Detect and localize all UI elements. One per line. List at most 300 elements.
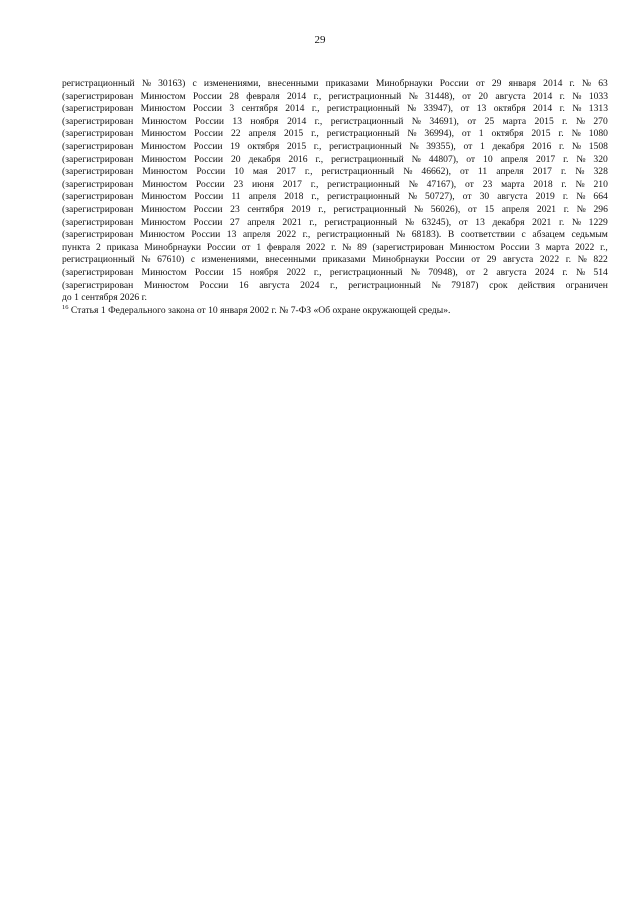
footnote-15-word: г., bbox=[309, 216, 317, 228]
footnote-15-word: (зарегистрирован bbox=[62, 191, 134, 203]
footnote-15-word: 89 bbox=[357, 241, 367, 253]
footnote-15-word: 15 bbox=[484, 203, 495, 215]
footnote-15-word: апреля bbox=[501, 203, 530, 215]
footnote-15-word: 2024 bbox=[300, 279, 320, 291]
footnote-15-word: 34691), bbox=[429, 115, 459, 127]
footnote-15-word: № bbox=[409, 140, 419, 152]
footnote-15-word: Минюстом bbox=[142, 178, 188, 190]
footnote-15-word: 23 bbox=[482, 178, 493, 190]
footnote-15-word: Минюстом bbox=[140, 90, 186, 102]
footnote-15-word: 46662), bbox=[421, 166, 451, 178]
footnote-15-word: марта bbox=[502, 115, 527, 127]
footnote-15-line bbox=[62, 103, 608, 116]
footnote-15-word: г. bbox=[563, 153, 569, 165]
footnote-15-word: (зарегистрирован bbox=[62, 203, 134, 215]
footnote-15-word: 2014 bbox=[533, 90, 553, 102]
footnote-15-word: № bbox=[571, 216, 582, 228]
footnote-15-word: 30 bbox=[479, 191, 490, 203]
footnote-15-word: 44807), bbox=[428, 153, 459, 165]
footnote-15-word: России bbox=[435, 254, 465, 266]
footnote-15-word: России bbox=[191, 229, 221, 241]
footnote-15-word: октября bbox=[493, 103, 526, 115]
footnote-15-word: регистрационный bbox=[330, 115, 404, 127]
footnote-15-word: 13 bbox=[232, 115, 242, 127]
footnote-15-word: до 1 сентября 2026 г. bbox=[62, 292, 147, 304]
footnote-15-word: г. bbox=[561, 178, 567, 190]
footnote-15-word: изменениями, bbox=[201, 254, 259, 266]
footnote-15-word: апреля bbox=[500, 153, 529, 165]
footnote-15-word: 2015 bbox=[534, 115, 554, 127]
footnote-15-word: регистрационный bbox=[321, 166, 395, 178]
footnote-15-word: регистрационный bbox=[326, 128, 400, 140]
footnote-15-word: от bbox=[461, 128, 471, 140]
footnote-15-word: России bbox=[193, 203, 223, 215]
footnote-15-word: 29 bbox=[491, 78, 502, 89]
footnote-15-word: 11 bbox=[231, 191, 241, 203]
footnote-15-word: Минобрнауки bbox=[144, 241, 202, 253]
footnote-15-word: декабря bbox=[492, 140, 525, 152]
footnote-15-line bbox=[62, 116, 608, 129]
footnote-15-word: 320 bbox=[593, 153, 608, 165]
footnote-15-word: № bbox=[571, 128, 581, 140]
footnote-15-word: 1 bbox=[256, 241, 262, 253]
footnote-15-word: от bbox=[467, 203, 477, 215]
footnote-15-word: Минобрнауки bbox=[372, 254, 430, 266]
footnote-15-word: № bbox=[396, 229, 406, 241]
footnote-15-word: г., bbox=[313, 90, 322, 102]
footnote-15-word: октября bbox=[491, 128, 524, 140]
footnote-15-word: 328 bbox=[593, 166, 608, 178]
footnote-15-word: 19 bbox=[230, 140, 240, 152]
footnote-15-word: № bbox=[575, 266, 586, 278]
page-number: 29 bbox=[314, 34, 326, 46]
footnote-15-word: (зарегистрирован bbox=[62, 90, 134, 102]
footnote-15-word: от bbox=[241, 241, 251, 253]
footnote-15-word: 10 bbox=[483, 153, 493, 165]
footnote-15-word: 2022 bbox=[286, 266, 306, 278]
footnote-15-word: 2022 bbox=[575, 241, 595, 253]
footnote-15-word: 3 bbox=[229, 103, 235, 115]
footnote-15-word: пункта bbox=[62, 241, 91, 253]
footnote-15-word: (зарегистрирован bbox=[62, 103, 134, 115]
footnote-15-word: № bbox=[406, 103, 417, 115]
footnote-15-word: февраля bbox=[246, 90, 280, 102]
footnote-15-word: регистрационный bbox=[331, 153, 404, 165]
footnote-15-word: ограничен bbox=[565, 279, 608, 291]
footnote-15-word: г. bbox=[563, 203, 569, 215]
footnote-15-word: г. bbox=[560, 166, 567, 178]
footnote-15-word: регистрационный bbox=[329, 266, 403, 278]
footnote-15-word: № bbox=[342, 241, 352, 253]
footnote-15-word: августа bbox=[259, 279, 290, 291]
footnote-15-word: 23 bbox=[233, 178, 244, 190]
footnote-15-word: России bbox=[194, 191, 224, 203]
footnote-15-word: 2016 bbox=[288, 153, 308, 165]
footnote-15-word: внесенными bbox=[267, 78, 319, 89]
footnote-15-word: г. bbox=[559, 103, 565, 115]
footnote-15-word: № bbox=[407, 191, 417, 203]
footnote-15-word: г. bbox=[569, 78, 575, 89]
footnote-15-word: № bbox=[575, 178, 585, 190]
footnote-15-word: России bbox=[194, 128, 224, 140]
footnote-15-word: России bbox=[193, 103, 222, 115]
footnote-15-word: от bbox=[466, 266, 475, 278]
footnote-15-word: регистрационный bbox=[62, 78, 135, 89]
footnote-15-word: г., bbox=[600, 241, 608, 253]
footnote-15-word: № bbox=[571, 140, 582, 152]
footnote-15-word: Минюстом bbox=[140, 216, 186, 228]
footnote-15-word: г. bbox=[558, 216, 565, 228]
footnote-15-word: 514 bbox=[593, 266, 608, 278]
footnote-15-word: 28 bbox=[229, 90, 239, 102]
footnote-15-word: августа bbox=[495, 90, 526, 102]
footnote-15-word: 68183). bbox=[411, 229, 442, 241]
footnote-15-word: 2024 bbox=[534, 266, 555, 278]
footnote-15-word: регистрационный bbox=[327, 191, 400, 203]
footnote-15-word: 13 bbox=[475, 216, 485, 228]
footnote-15-word: России bbox=[193, 140, 223, 152]
footnote-16 bbox=[62, 305, 608, 318]
footnote-15-word: действия bbox=[518, 279, 556, 291]
footnote-15-word: 50727), bbox=[425, 191, 455, 203]
footnote-15-word: регистрационный bbox=[327, 178, 400, 190]
footnote-15-word: апреля bbox=[242, 229, 271, 241]
footnote-15-word: 2017 bbox=[532, 166, 552, 178]
footnote-15-word: декабря bbox=[492, 216, 525, 228]
footnote-15-line bbox=[62, 292, 608, 305]
footnotes bbox=[62, 78, 608, 317]
footnote-15-word: Минюстом bbox=[141, 128, 187, 140]
footnote-15-word: г., bbox=[329, 279, 338, 291]
footnote-15-word: регистрационный bbox=[326, 103, 400, 115]
footnote-15-word: г., bbox=[315, 153, 324, 165]
footnote-15-line bbox=[62, 191, 608, 204]
footnote-15-word: 2022 bbox=[276, 229, 297, 241]
footnote-15-word: изменениями, bbox=[203, 78, 261, 89]
footnote-15-word: от bbox=[471, 254, 481, 266]
footnote-15-word: 10 bbox=[234, 166, 244, 178]
footnote-15-word: октября bbox=[247, 140, 280, 152]
footnote-15-word: 11 bbox=[477, 166, 488, 178]
footnote-15-word: № bbox=[576, 191, 586, 203]
footnote-15-word: (зарегистрирован bbox=[62, 229, 134, 241]
footnote-15-word: России bbox=[196, 166, 226, 178]
footnote-15-word: января bbox=[508, 78, 537, 89]
footnote-15-word: № bbox=[141, 78, 151, 89]
footnote-15-word: В bbox=[447, 229, 455, 241]
footnote-15-word: № bbox=[404, 216, 414, 228]
footnote-15-line bbox=[62, 78, 608, 91]
footnote-15-line bbox=[62, 204, 608, 217]
footnote-15-word: № bbox=[408, 178, 418, 190]
footnote-15-word: от bbox=[466, 153, 476, 165]
footnote-15-word: России bbox=[194, 153, 224, 165]
footnote-15-line bbox=[62, 217, 608, 230]
footnote-15-word: 2017 bbox=[276, 166, 296, 178]
footnote-15-word: регистрационный bbox=[333, 203, 407, 215]
footnote-15-word: 2014 bbox=[287, 90, 307, 102]
footnote-15-word: 210 bbox=[593, 178, 608, 190]
footnote-15-word: г., bbox=[311, 191, 320, 203]
footnote-15-word: 2021 bbox=[536, 203, 557, 215]
footnote-15-word: срок bbox=[489, 279, 508, 291]
footnote-15-word: 2022 bbox=[306, 241, 326, 253]
footnote-15-word: Минюстом bbox=[141, 266, 187, 278]
footnote-15-word: 2015 bbox=[286, 140, 307, 152]
footnote-15-word: г., bbox=[311, 103, 320, 115]
footnote-15-line bbox=[62, 242, 608, 255]
footnote-15-word: 2021 bbox=[532, 216, 552, 228]
footnote-15-word: ноября bbox=[249, 266, 279, 278]
footnote-15-word: августа bbox=[502, 254, 534, 266]
footnote-15-word: февраля bbox=[266, 241, 301, 253]
footnote-15-word: г. bbox=[565, 254, 571, 266]
footnote-15-word: 2019 bbox=[291, 203, 311, 215]
footnote-15-word: 30163) bbox=[158, 78, 186, 89]
footnote-15-line bbox=[62, 280, 608, 293]
footnote-15-word: (зарегистрирован bbox=[62, 279, 134, 291]
footnote-15-word: Минюстом bbox=[141, 115, 187, 127]
footnote-15-line bbox=[62, 141, 608, 154]
footnote-15-word: г. bbox=[331, 241, 337, 253]
footnote-15-word: Минюстом bbox=[449, 241, 495, 253]
footnote-15-word: 20 bbox=[230, 153, 241, 165]
footnote-15-word: регистрационный bbox=[316, 229, 390, 241]
footnote-15-word: 15 bbox=[232, 266, 242, 278]
footnote-15-word: № bbox=[572, 90, 582, 102]
footnote-15-word: 2014 bbox=[533, 103, 553, 115]
footnote-15-word: 23 bbox=[230, 203, 240, 215]
footnote-15-word: России bbox=[195, 178, 225, 190]
footnote-15-word: г., bbox=[311, 128, 319, 140]
footnote-15-word: 270 bbox=[593, 115, 608, 127]
footnote-15-word: 2014 bbox=[285, 103, 305, 115]
footnote-15-word: от bbox=[460, 166, 469, 178]
footnote-15-word: г. bbox=[562, 115, 568, 127]
footnote-15-word: России bbox=[500, 241, 530, 253]
footnote-15-word: регистрационный bbox=[348, 279, 421, 291]
footnote-15-word: № bbox=[431, 279, 441, 291]
footnote-15-word: от bbox=[463, 140, 473, 152]
footnote-15-word: № bbox=[410, 266, 420, 278]
footnote-15-word: 1 bbox=[478, 128, 484, 140]
footnote-15-word: № bbox=[403, 166, 413, 178]
footnote-15-word: 2022 bbox=[539, 254, 560, 266]
footnote-15-word: приказами bbox=[325, 78, 369, 89]
footnote-15-word: 27 bbox=[230, 216, 240, 228]
footnote-15-word: 2019 bbox=[535, 191, 555, 203]
footnote-15-word: 2017 bbox=[536, 153, 556, 165]
footnote-15-word: 79187) bbox=[451, 279, 479, 291]
footnote-15-word: с bbox=[192, 78, 197, 89]
footnote-15-word: Минюстом bbox=[140, 140, 186, 152]
footnote-15-word: внесенными bbox=[265, 254, 316, 266]
footnote-15-word: 1033 bbox=[588, 90, 608, 102]
footnote-15-word: России bbox=[195, 115, 224, 127]
footnote-15-word: России bbox=[439, 78, 469, 89]
footnote-15-word: России bbox=[193, 90, 222, 102]
footnote-15-word: (зарегистрирован bbox=[62, 178, 134, 190]
footnote-15-word: (зарегистрирован bbox=[62, 128, 134, 140]
footnote-15-word: 296 bbox=[593, 203, 608, 215]
footnote-15-word: регистрационный bbox=[328, 90, 402, 102]
footnote-15-word: (зарегистрирован bbox=[62, 216, 134, 228]
footnote-15-word: 2021 bbox=[282, 216, 302, 228]
footnote-15-word: Минюстом bbox=[141, 191, 187, 203]
footnote-15-word: России bbox=[193, 216, 223, 228]
footnote-15-word: 20 bbox=[478, 90, 488, 102]
footnote-15-word: № bbox=[576, 203, 586, 215]
footnote-15-word: декабря bbox=[248, 153, 281, 165]
footnote-15-word: от bbox=[475, 78, 485, 89]
footnote-15-word: (зарегистрирован bbox=[372, 241, 444, 253]
footnote-15-word: Минюстом bbox=[141, 153, 187, 165]
footnote-16-marker: 16 bbox=[62, 303, 69, 311]
footnote-15-word: 31448), bbox=[425, 90, 455, 102]
footnote-15-word: № bbox=[411, 115, 421, 127]
footnote-15-word: соответствии bbox=[460, 229, 516, 241]
footnote-15-line bbox=[62, 91, 608, 104]
footnote-15-word: № bbox=[411, 153, 421, 165]
footnote-15-word: России bbox=[194, 266, 224, 278]
footnote-15-word: 2015 bbox=[531, 128, 551, 140]
footnote-15-word: 2018 bbox=[533, 178, 553, 190]
footnote-15-word: (зарегистрирован bbox=[62, 153, 134, 165]
footnote-15-word: (зарегистрирован bbox=[62, 266, 134, 278]
footnote-15-word: мая bbox=[252, 166, 268, 178]
footnote-15-word: г., bbox=[304, 166, 313, 178]
footnote-15-word: регистрационный bbox=[329, 140, 402, 152]
footnote-15-word: абзацем bbox=[532, 229, 565, 241]
footnote-15-word: 2016 bbox=[532, 140, 552, 152]
footnote-15-word: регистрационный bbox=[62, 254, 135, 266]
footnote-15-word: 36994), bbox=[424, 128, 454, 140]
footnote-15-word: г., bbox=[313, 266, 322, 278]
footnote-15-word: 822 bbox=[593, 254, 608, 266]
footnote-15-word: г. bbox=[562, 266, 568, 278]
footnote-15-word: г., bbox=[302, 229, 311, 241]
footnote-15-word: 67610) bbox=[157, 254, 185, 266]
footnote-15-word: № bbox=[576, 153, 586, 165]
footnote-15-word: № bbox=[572, 103, 582, 115]
footnote-15-word: г., bbox=[313, 140, 322, 152]
footnote-15-word: 25 bbox=[484, 115, 495, 127]
footnote-15-line bbox=[62, 179, 608, 192]
footnote-15-word: 39355), bbox=[426, 140, 456, 152]
footnote-15-word: 1508 bbox=[588, 140, 608, 152]
footnote-15-word: сентября bbox=[247, 203, 284, 215]
footnote-15-word: 2015 bbox=[283, 128, 304, 140]
footnote-15-word: седьмым bbox=[571, 229, 608, 241]
footnote-15-word: апреля bbox=[248, 128, 277, 140]
footnote-15-word: Минюстом bbox=[140, 103, 186, 115]
footnote-15-word: с bbox=[190, 254, 196, 266]
footnote-15-line bbox=[62, 154, 608, 167]
footnote-15-word: № bbox=[581, 78, 592, 89]
footnote-15-word: от bbox=[462, 90, 471, 102]
footnote-15-word: г., bbox=[314, 115, 323, 127]
footnote-15-word: 13 bbox=[226, 229, 237, 241]
footnote-15-word: 2014 bbox=[287, 115, 307, 127]
footnote-15-word: г. bbox=[558, 128, 564, 140]
footnote-15-word: Минюстом bbox=[142, 166, 188, 178]
footnote-15-word: г. bbox=[559, 90, 565, 102]
footnote-15-word: ноября bbox=[250, 115, 279, 127]
footnote-15-word: № bbox=[575, 115, 585, 127]
footnote-15-word: марта bbox=[501, 178, 525, 190]
footnote-15-word: № bbox=[408, 90, 418, 102]
footnote-15-line bbox=[62, 166, 608, 179]
footnote-15-word: 1 bbox=[480, 140, 485, 152]
footnote-15-word: г. bbox=[558, 140, 565, 152]
footnote-15-word: июня bbox=[252, 178, 274, 190]
footnote-16-text: Статья 1 Федерального закона от 10 января 2002 г. № 7-ФЗ «Об охране окружающей среды». bbox=[68, 304, 451, 316]
footnote-15-word: апреля bbox=[496, 166, 524, 178]
footnote-15-word: № bbox=[141, 254, 151, 266]
footnote-15-word: 70948), bbox=[428, 266, 458, 278]
footnote-15-line bbox=[62, 128, 608, 141]
footnote-15-word: 2017 bbox=[282, 178, 302, 190]
footnote-15-word: 2 bbox=[95, 241, 101, 253]
footnote-15-word: приказами bbox=[322, 254, 366, 266]
footnote-15-word: 1313 bbox=[588, 103, 608, 115]
footnote-15-word: (зарегистрирован bbox=[62, 115, 134, 127]
footnote-15-line bbox=[62, 254, 608, 267]
footnote-15-word: Минюстом bbox=[140, 203, 186, 215]
footnote-15-word: 47167), bbox=[426, 178, 457, 190]
footnote-15-word: 664 bbox=[593, 191, 608, 203]
footnote-15-word: от bbox=[462, 191, 472, 203]
footnote-15-word: России bbox=[199, 279, 229, 291]
footnote-15-word: апреля bbox=[248, 191, 277, 203]
footnote-15-word: г. bbox=[562, 191, 569, 203]
footnote-15-word: 63 bbox=[598, 78, 608, 89]
footnote-15-word: г., bbox=[318, 203, 326, 215]
footnote-15-word: Минобрнауки bbox=[375, 78, 433, 89]
footnote-15-word: № bbox=[407, 128, 417, 140]
footnote-15-word: августа bbox=[496, 266, 527, 278]
footnote-15-word: от bbox=[458, 216, 468, 228]
footnote-15-word: г., bbox=[310, 178, 319, 190]
footnote-15-word: августа bbox=[497, 191, 528, 203]
footnote-15-word: 29 bbox=[486, 254, 497, 266]
footnote-15-word: 2014 bbox=[543, 78, 563, 89]
footnote-15-word: (зарегистрирован bbox=[62, 166, 134, 178]
footnote-15-word: сентября bbox=[241, 103, 278, 115]
footnote-15-word: апреля bbox=[247, 216, 275, 228]
footnote-15-line bbox=[62, 229, 608, 242]
footnote-15-word: 63245), bbox=[421, 216, 452, 228]
footnote-15-word: № bbox=[575, 166, 585, 178]
footnote-15-word: 1229 bbox=[588, 216, 608, 228]
footnote-15-word: Минюстом bbox=[139, 229, 185, 241]
footnote-15-word: 2 bbox=[483, 266, 489, 278]
footnote-15-word: 56026), bbox=[430, 203, 461, 215]
footnote-15-word: от bbox=[467, 115, 477, 127]
footnote-15-word: марта bbox=[545, 241, 570, 253]
footnote-15-word: приказа bbox=[106, 241, 139, 253]
footnote-15-word: от bbox=[465, 178, 474, 190]
footnote-15-word: № bbox=[413, 203, 424, 215]
footnote-15-word: Минюстом bbox=[143, 279, 189, 291]
footnote-15-word: (зарегистрирован bbox=[62, 140, 134, 152]
footnote-15-word: № bbox=[577, 254, 587, 266]
footnote-15 bbox=[62, 78, 608, 305]
footnote-15-word: 16 bbox=[239, 279, 249, 291]
footnote-15-word: 33947), bbox=[423, 103, 454, 115]
footnote-15-word: 22 bbox=[230, 128, 241, 140]
footnote-15-line bbox=[62, 267, 608, 280]
